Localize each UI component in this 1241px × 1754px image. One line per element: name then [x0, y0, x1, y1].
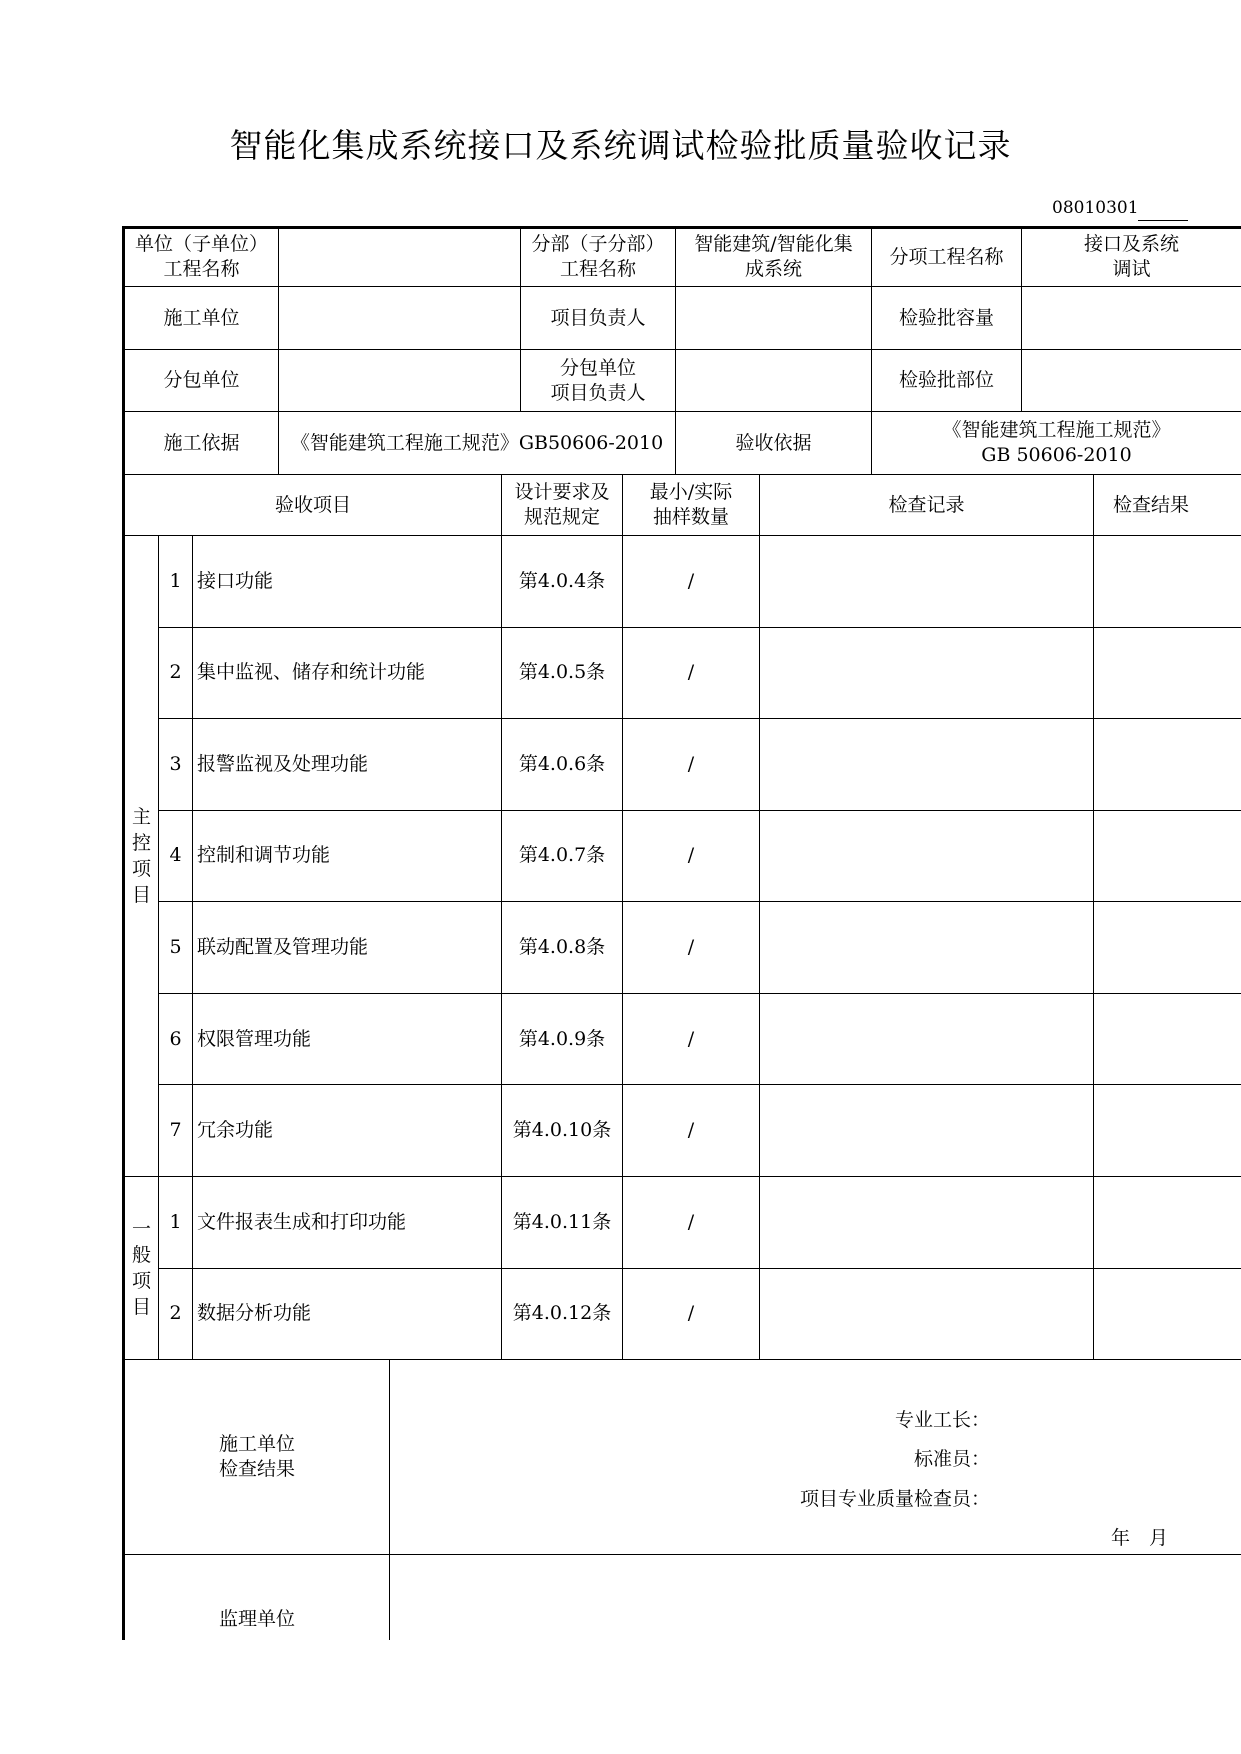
code-underline	[1138, 220, 1188, 221]
item-result[interactable]	[1094, 719, 1241, 811]
batch-capacity-value[interactable]	[1022, 287, 1241, 350]
general-group-label: 一 般 项 目	[125, 1177, 159, 1360]
batch-location-label: 检验批部位	[872, 350, 1022, 412]
project-leader-label: 项目负责人	[521, 287, 676, 350]
item-number: 5	[159, 902, 193, 994]
col-item-header: 验收项目	[125, 475, 502, 536]
construction-check-label: 施工单位 检查结果	[125, 1360, 390, 1555]
item-clause: 第4.0.6条	[502, 719, 623, 811]
item-result[interactable]	[1094, 811, 1241, 903]
item-name: 控制和调节功能	[193, 811, 502, 903]
item-sample: /	[623, 902, 760, 994]
item-number: 4	[159, 811, 193, 903]
item-sample: /	[623, 1269, 760, 1361]
item-name: 数据分析功能	[193, 1269, 502, 1361]
unit-name-value[interactable]	[279, 228, 521, 287]
date-label: 年 月	[1110, 1527, 1168, 1549]
foreman-label: 专业工长：	[894, 1409, 990, 1431]
item-record[interactable]	[760, 994, 1094, 1086]
project-leader-value[interactable]	[676, 287, 872, 350]
item-result[interactable]	[1094, 628, 1241, 720]
item-sample: /	[623, 811, 760, 903]
item-name: 报警监视及处理功能	[193, 719, 502, 811]
item-clause: 第4.0.8条	[502, 902, 623, 994]
item-name: 文件报表生成和打印功能	[193, 1177, 502, 1269]
construction-basis-value: 《智能建筑工程施工规范》GB50606-2010	[279, 412, 676, 475]
form-code: 08010301	[1052, 198, 1139, 218]
col-sample-header: 最小/实际 抽样数量	[623, 475, 760, 536]
item-clause: 第4.0.10条	[502, 1085, 623, 1177]
item-record[interactable]	[760, 1177, 1094, 1269]
subcontract-unit-label: 分包单位	[125, 350, 279, 412]
main-group-label: 主 控 项 目	[125, 536, 159, 1177]
page-title: 智能化集成系统接口及系统调试检验批质量验收记录	[229, 126, 1012, 165]
item-name: 集中监视、储存和统计功能	[193, 628, 502, 720]
construction-basis-label: 施工依据	[125, 412, 279, 475]
item-result[interactable]	[1094, 1085, 1241, 1177]
subcontract-unit-value[interactable]	[279, 350, 521, 412]
item-number: 3	[159, 719, 193, 811]
supervision-label: 监理单位	[125, 1555, 390, 1640]
item-result[interactable]	[1094, 536, 1241, 628]
col-result-header: 检查结果	[1094, 475, 1241, 536]
construction-unit-value[interactable]	[279, 287, 521, 350]
item-sample: /	[623, 536, 760, 628]
item-number: 7	[159, 1085, 193, 1177]
item-name: 权限管理功能	[193, 994, 502, 1086]
item-sample: /	[623, 719, 760, 811]
item-name: 冗余功能	[193, 1085, 502, 1177]
item-clause: 第4.0.9条	[502, 994, 623, 1086]
item-record[interactable]	[760, 536, 1094, 628]
col-record-header: 检查记录	[760, 475, 1094, 536]
item-sample: /	[623, 1085, 760, 1177]
standard-officer-label: 标准员：	[913, 1448, 990, 1470]
item-clause: 第4.0.11条	[502, 1177, 623, 1269]
item-result[interactable]	[1094, 994, 1241, 1086]
item-record[interactable]	[760, 811, 1094, 903]
quality-inspector-label: 项目专业质量检查员：	[799, 1488, 990, 1510]
item-clause: 第4.0.5条	[502, 628, 623, 720]
subdivision-label: 分部（子分部） 工程名称	[521, 228, 676, 287]
item-clause: 第4.0.7条	[502, 811, 623, 903]
item-number: 1	[159, 1177, 193, 1269]
item-result[interactable]	[1094, 902, 1241, 994]
item-name: 联动配置及管理功能	[193, 902, 502, 994]
item-number: 1	[159, 536, 193, 628]
subcontract-leader-label: 分包单位 项目负责人	[521, 350, 676, 412]
item-sample: /	[623, 1177, 760, 1269]
item-record[interactable]	[760, 1269, 1094, 1361]
item-record[interactable]	[760, 628, 1094, 720]
subdivision-value[interactable]: 智能建筑/智能化集 成系统	[676, 228, 872, 287]
item-sample: /	[623, 994, 760, 1086]
item-record[interactable]	[760, 902, 1094, 994]
item-number: 2	[159, 628, 193, 720]
item-name: 接口功能	[193, 536, 502, 628]
item-sample: /	[623, 628, 760, 720]
item-record[interactable]	[760, 719, 1094, 811]
item-result[interactable]	[1094, 1269, 1241, 1361]
construction-unit-label: 施工单位	[125, 287, 279, 350]
item-number: 2	[159, 1269, 193, 1361]
item-clause: 第4.0.4条	[502, 536, 623, 628]
unit-name-label: 单位（子单位） 工程名称	[125, 228, 279, 287]
item-result[interactable]	[1094, 1177, 1241, 1269]
item-clause: 第4.0.12条	[502, 1269, 623, 1361]
item-number: 6	[159, 994, 193, 1086]
batch-capacity-label: 检验批容量	[872, 287, 1022, 350]
subcontract-leader-value[interactable]	[676, 350, 872, 412]
acceptance-basis-label: 验收依据	[676, 412, 872, 475]
item-name-value[interactable]: 接口及系统 调试	[1022, 228, 1241, 287]
col-design-header: 设计要求及 规范规定	[502, 475, 623, 536]
batch-location-value[interactable]	[1022, 350, 1241, 412]
item-record[interactable]	[760, 1085, 1094, 1177]
acceptance-basis-value: 《智能建筑工程施工规范》 GB 50606-2010	[872, 412, 1241, 475]
supervision-area[interactable]	[390, 1555, 1241, 1640]
item-name-label: 分项工程名称	[872, 228, 1022, 287]
